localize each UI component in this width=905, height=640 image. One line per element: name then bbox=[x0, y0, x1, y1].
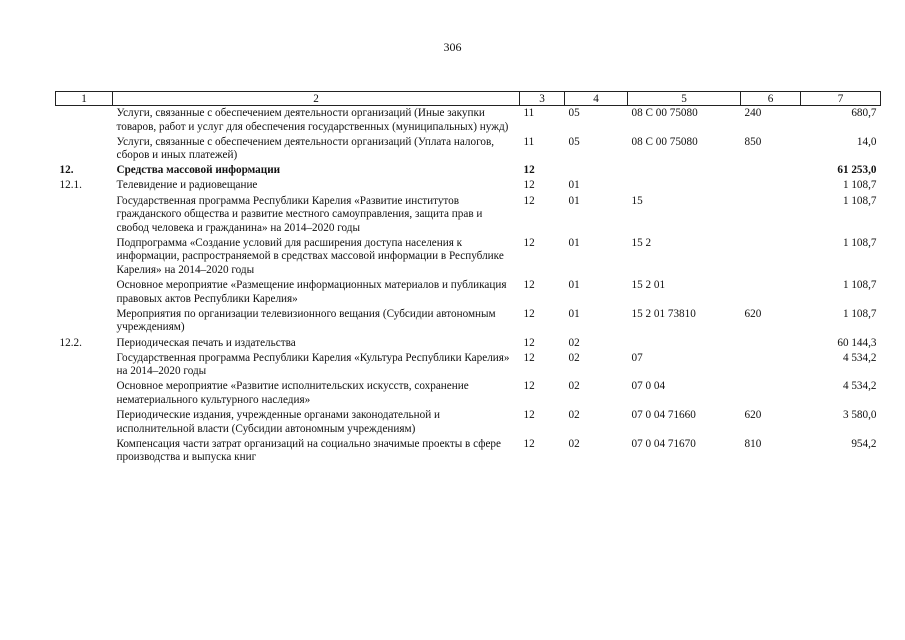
row-number: 12. bbox=[59, 164, 74, 177]
table-row bbox=[56, 136, 881, 165]
row-subsection: 01 bbox=[568, 307, 580, 320]
table-row bbox=[56, 195, 881, 237]
row-section: 12 bbox=[523, 236, 535, 249]
row-expense-type bbox=[741, 164, 801, 179]
table-row bbox=[56, 380, 881, 409]
header-cell-6: 6 bbox=[741, 92, 801, 106]
header-cell-3: 3 bbox=[520, 92, 565, 106]
header-cell-7: 7 bbox=[801, 92, 881, 106]
row-name: Государственная программа Республики Карелия «Культура Республики Карелия» на 2014–2020 годы bbox=[116, 351, 510, 378]
table-row bbox=[56, 279, 881, 308]
row-number bbox=[56, 106, 113, 136]
row-section: 11 bbox=[523, 107, 535, 119]
row-section: 12 bbox=[523, 437, 535, 450]
row-sum: 1 108,7 bbox=[842, 279, 877, 292]
row-target-article bbox=[628, 179, 741, 194]
table-row bbox=[56, 337, 881, 352]
table-row bbox=[56, 179, 881, 194]
row-subsection: 02 bbox=[568, 336, 580, 349]
row-subsection: 01 bbox=[568, 236, 580, 249]
row-target-article: 07 0 04 71660 bbox=[631, 408, 696, 421]
row-expense-type bbox=[741, 279, 801, 308]
row-sum: 14,0 bbox=[856, 135, 877, 148]
row-number bbox=[56, 438, 113, 467]
row-sum: 4 534,2 bbox=[842, 351, 877, 364]
row-target-article: 08 С 00 75080 bbox=[631, 135, 698, 148]
row-section: 12 bbox=[523, 351, 535, 364]
header-cell-1: 1 bbox=[56, 92, 113, 106]
row-target-article bbox=[628, 164, 741, 179]
row-target-article: 15 2 01 73810 bbox=[631, 307, 696, 320]
row-number bbox=[56, 136, 113, 165]
table-row bbox=[56, 438, 881, 467]
row-name: Услуги, связанные с обеспечением деятельности организаций (Уплата налогов, сборов и иных платежей) bbox=[116, 135, 495, 162]
row-sum: 61 253,0 bbox=[837, 164, 877, 177]
row-section: 12 bbox=[523, 279, 535, 292]
row-number: 12.1. bbox=[59, 179, 82, 192]
row-name: Основное мероприятие «Размещение информационных материалов и публикация правовых актов Республики Карелия» bbox=[116, 279, 507, 305]
row-section: 12 bbox=[523, 408, 535, 421]
row-target-article bbox=[628, 337, 741, 352]
header-row bbox=[56, 92, 881, 106]
row-subsection: 01 bbox=[568, 179, 580, 192]
row-section: 12 bbox=[523, 380, 535, 393]
row-sum: 1 108,7 bbox=[842, 194, 877, 207]
table-row bbox=[56, 409, 881, 438]
header-cell-2: 2 bbox=[113, 92, 520, 106]
row-section: 12 bbox=[523, 164, 535, 177]
row-section: 12 bbox=[523, 336, 535, 349]
table-row bbox=[56, 164, 881, 179]
row-number bbox=[56, 308, 113, 337]
row-name: Средства массовой информации bbox=[116, 164, 281, 177]
row-target-article: 15 2 bbox=[631, 236, 652, 249]
row-target-article: 15 bbox=[631, 194, 643, 207]
table-row bbox=[56, 308, 881, 337]
row-expense-type: 850 bbox=[744, 135, 762, 148]
page-number: 306 bbox=[443, 40, 462, 54]
row-subsection: 02 bbox=[568, 408, 580, 421]
row-number bbox=[56, 352, 113, 381]
row-subsection: 05 bbox=[568, 107, 580, 119]
row-target-article: 07 0 04 71670 bbox=[631, 437, 696, 450]
row-name: Периодические издания, учрежденные органами законодательной и исполнительной власти (Субсидии автономным учреждениям) bbox=[116, 408, 441, 435]
row-expense-type bbox=[741, 179, 801, 194]
row-number: 12.2. bbox=[59, 336, 82, 349]
row-expense-type bbox=[741, 237, 801, 279]
row-number bbox=[56, 237, 113, 279]
row-section: 12 bbox=[523, 194, 535, 207]
table-body bbox=[56, 106, 881, 467]
budget-table bbox=[55, 91, 881, 466]
row-sum: 1 108,7 bbox=[842, 236, 877, 249]
row-name: Компенсация части затрат организаций на социально значимые проекты в сфере производства и выпуска книг bbox=[116, 437, 501, 464]
row-subsection: 02 bbox=[568, 380, 580, 393]
header-cell-5: 5 bbox=[628, 92, 741, 106]
row-expense-type bbox=[741, 337, 801, 352]
row-name: Услуги, связанные с обеспечением деятельности организаций (Иные закупки товаров, работ и услуг для обеспечения государственных (муниципальных) нужд) bbox=[116, 107, 509, 133]
row-number bbox=[56, 195, 113, 237]
row-name: Подпрограмма «Создание условий для расширения доступа населения к информации, распространяемой в средствах массовой информации в Республике Карелия» на 2014–2020 годы bbox=[116, 236, 504, 277]
row-expense-type bbox=[741, 380, 801, 409]
row-name: Мероприятия по организации телевизионного вещания (Субсидии автономным учреждениям) bbox=[116, 307, 496, 334]
row-expense-type: 620 bbox=[744, 307, 762, 320]
row-name: Государственная программа Республики Карелия «Развитие институтов гражданского общества и развитие местного самоуправления, защита прав и свобод человека и гражданина» на 2014–2020 годы bbox=[116, 194, 483, 234]
row-section: 11 bbox=[523, 135, 535, 148]
table-row bbox=[56, 352, 881, 381]
row-subsection: 02 bbox=[568, 437, 580, 450]
row-expense-type bbox=[741, 352, 801, 381]
row-expense-type: 810 bbox=[744, 437, 762, 450]
row-sum: 60 144,3 bbox=[837, 336, 877, 349]
row-subsection: 05 bbox=[568, 135, 580, 148]
row-target-article: 15 2 01 bbox=[631, 279, 666, 292]
row-number bbox=[56, 279, 113, 308]
row-subsection: 02 bbox=[568, 351, 580, 364]
row-number bbox=[56, 380, 113, 409]
row-sum: 1 108,7 bbox=[842, 307, 877, 320]
row-subsection: 01 bbox=[568, 194, 580, 207]
row-sum: 954,2 bbox=[851, 437, 877, 450]
header-cell-4: 4 bbox=[565, 92, 628, 106]
row-subsection bbox=[565, 164, 628, 179]
row-target-article: 08 С 00 75080 bbox=[631, 107, 698, 119]
row-section: 12 bbox=[523, 179, 535, 192]
table-row bbox=[56, 237, 881, 279]
row-expense-type bbox=[741, 195, 801, 237]
row-sum: 4 534,2 bbox=[842, 380, 877, 393]
row-target-article: 07 bbox=[631, 351, 643, 364]
row-sum: 680,7 bbox=[851, 107, 877, 119]
row-sum: 3 580,0 bbox=[842, 408, 877, 421]
row-expense-type: 620 bbox=[744, 408, 762, 421]
row-number bbox=[56, 409, 113, 438]
row-subsection: 01 bbox=[568, 279, 580, 292]
row-target-article: 07 0 04 bbox=[631, 380, 666, 393]
row-name: Телевидение и радиовещание bbox=[116, 179, 258, 192]
row-sum: 1 108,7 bbox=[842, 179, 877, 192]
row-expense-type: 240 bbox=[744, 107, 762, 119]
row-section: 12 bbox=[523, 307, 535, 320]
table-row bbox=[56, 106, 881, 136]
row-name: Периодическая печать и издательства bbox=[116, 336, 296, 349]
row-name: Основное мероприятие «Развитие исполнительских искусств, сохранение нематериального культурного наследия» bbox=[116, 380, 469, 406]
